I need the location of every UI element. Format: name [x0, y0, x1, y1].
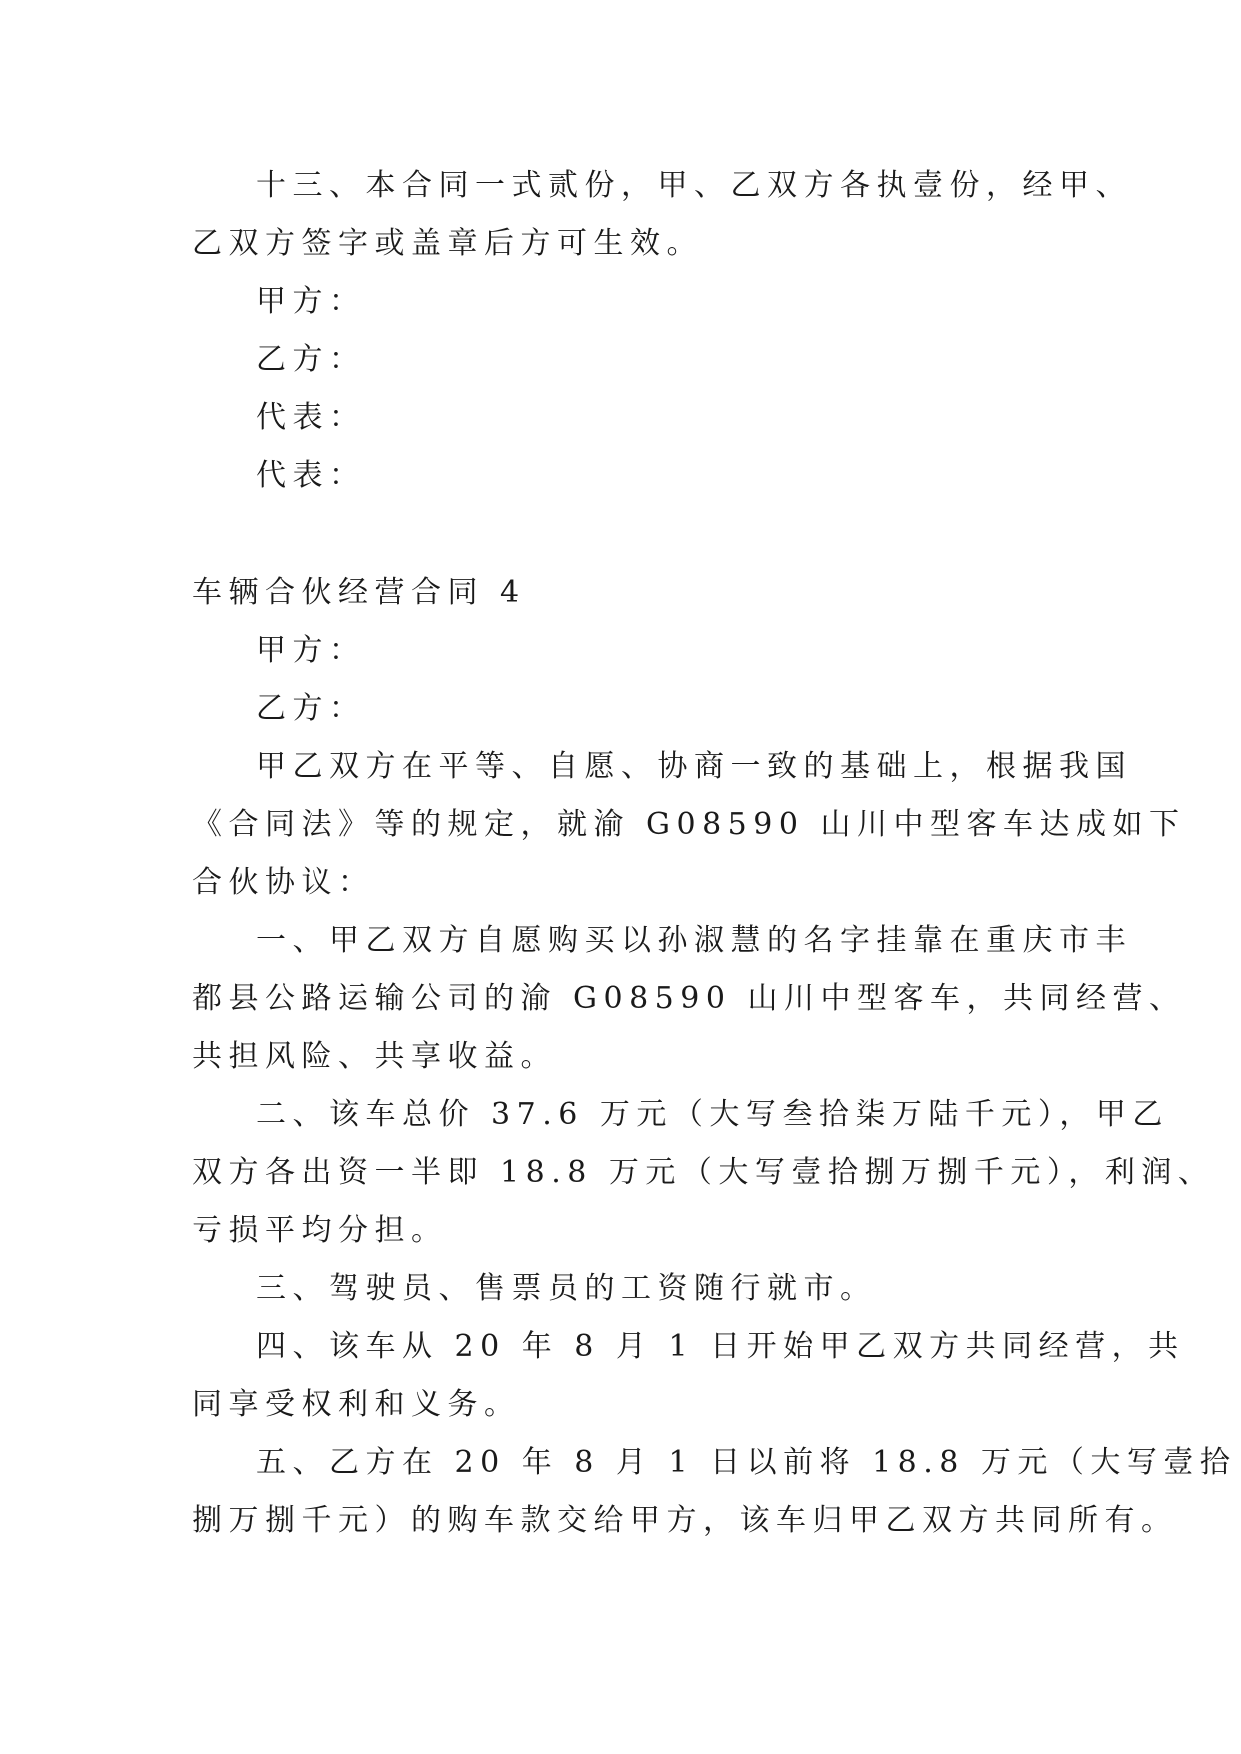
contract-title: 车辆合伙经营合同 4: [192, 575, 526, 610]
clause-1-line-3: 共担风险、共享收益。: [192, 1039, 557, 1074]
representative-label-2: 代表：: [256, 458, 366, 493]
clause-1-line-2: 都县公路运输公司的渝 G08590 山川中型客车，共同经营、: [192, 981, 1186, 1016]
party-a-label: 甲方：: [256, 633, 366, 668]
clause-4-line-2: 同享受权利和义务。: [192, 1387, 521, 1422]
party-b-label: 乙方：: [256, 691, 366, 726]
clause-2-line-1: 二、该车总价 37.6 万元（大写叁拾柒万陆千元），甲乙: [256, 1097, 1169, 1132]
party-b-signature-label: 乙方：: [256, 342, 366, 377]
clause-5-line-1: 五、乙方在 20 年 8 月 1 日以前将 18.8 万元（大写壹拾: [256, 1445, 1237, 1480]
clause-13-line-2: 乙双方签字或盖章后方可生效。: [192, 226, 703, 261]
preamble-line-3: 合伙协议：: [192, 865, 375, 900]
party-a-signature-label: 甲方：: [256, 284, 366, 319]
representative-label-1: 代表：: [256, 400, 366, 435]
clause-4-line-1: 四、该车从 20 年 8 月 1 日开始甲乙双方共同经营，共: [256, 1329, 1185, 1364]
clause-2-line-3: 亏损平均分担。: [192, 1213, 448, 1248]
clause-13-line-1: 十三、本合同一式贰份，甲、乙双方各执壹份，经甲、: [256, 168, 1132, 203]
clause-2-line-2: 双方各出资一半即 18.8 万元（大写壹拾捌万捌千元），利润、: [192, 1155, 1215, 1190]
clause-5-line-2: 捌万捌千元）的购车款交给甲方，该车归甲乙双方共同所有。: [192, 1503, 1178, 1538]
clause-1-line-1: 一、甲乙双方自愿购买以孙淑慧的名字挂靠在重庆市丰: [256, 923, 1132, 958]
preamble-line-1: 甲乙双方在平等、自愿、协商一致的基础上，根据我国: [256, 749, 1132, 784]
clause-3-line-1: 三、驾驶员、售票员的工资随行就市。: [256, 1271, 877, 1306]
preamble-line-2: 《合同法》等的规定，就渝 G08590 山川中型客车达成如下: [192, 807, 1186, 842]
